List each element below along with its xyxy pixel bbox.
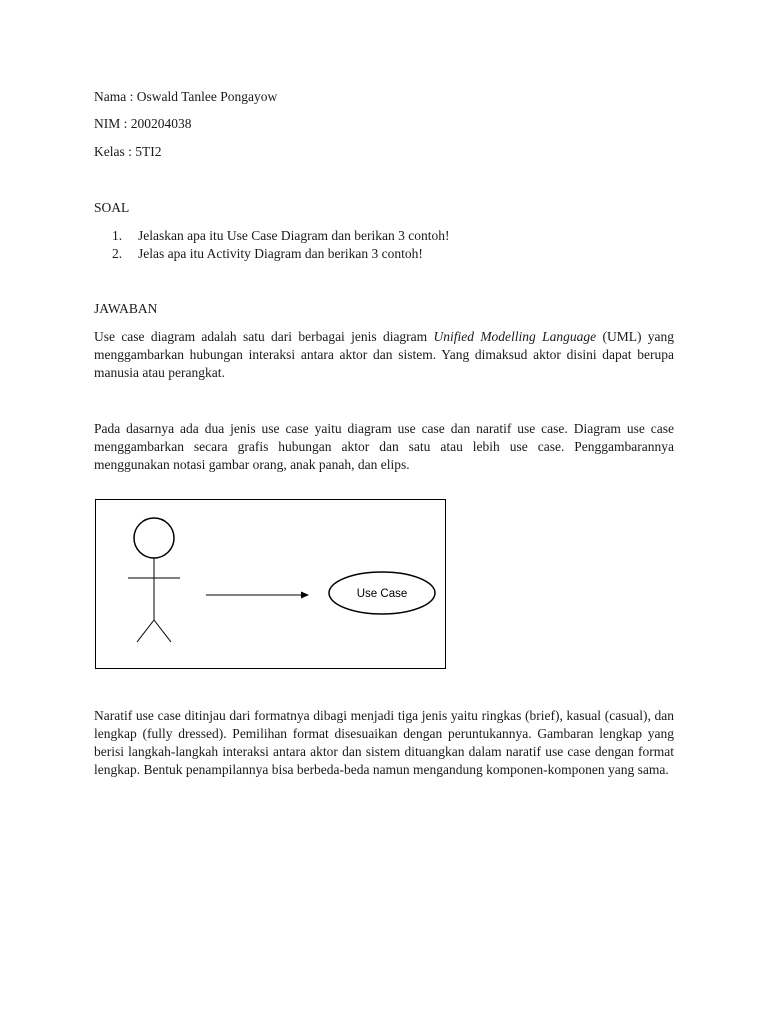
answer-paragraph-3: Naratif use case ditinjau dari formatnya dibagi menjadi tiga jenis yaitu ringkas (brief), kasual (casual), dan lengkap (fully dressed). Pemilihan format disesuaikan dengan peruntukannya. Gambaran lengkap yang berisi langkah-langkah interaksi antara aktor dan sistem dituangkan dalam naratif use case dengan format lengkap. Bentuk penampilannya bisa berbeda-beda namun mengandung komponen-komponen yang sama. bbox=[94, 708, 674, 777]
question-number: 1. bbox=[112, 228, 123, 243]
paragraph-italic-text: Unified Modelling Language bbox=[433, 329, 597, 344]
question-text: Jelas apa itu Activity Diagram dan berikan 3 contoh! bbox=[138, 246, 423, 261]
actor-head bbox=[134, 518, 174, 558]
answer-paragraph-2: Pada dasarnya ada dua jenis use case yaitu diagram use case dan naratif use case. Diagram use case menggambarkan secara grafis hubungan aktor dan satu atau lebih use case. Penggambarannya menggunakan notasi gambar orang, anak panah, dan elips. bbox=[94, 421, 674, 472]
question-item bbox=[112, 245, 450, 263]
answer-paragraph-1 bbox=[94, 328, 674, 382]
arrow-head-icon bbox=[301, 592, 309, 599]
student-class: Kelas : 5TI2 bbox=[94, 144, 162, 159]
student-nim: NIM : 200204038 bbox=[94, 116, 192, 131]
student-name: Nama : Oswald Tanlee Pongayow bbox=[94, 89, 278, 104]
question-item bbox=[112, 227, 450, 245]
question-list bbox=[112, 227, 450, 263]
paragraph-text: (UML) yang menggambarkan hubungan interaksi antara aktor dan sistem. Yang dimaksud aktor disini dapat berupa manusia atau perangkat. bbox=[94, 329, 674, 380]
use-case-diagram-drawing bbox=[96, 500, 444, 667]
soal-heading: SOAL bbox=[94, 200, 130, 215]
actor-right-leg bbox=[154, 620, 171, 642]
question-text: Jelaskan apa itu Use Case Diagram dan berikan 3 contoh! bbox=[138, 228, 450, 243]
paragraph-text: Use case diagram adalah satu dari berbagai jenis diagram bbox=[94, 329, 434, 344]
question-number: 2. bbox=[112, 246, 123, 261]
use-case-diagram bbox=[95, 499, 446, 669]
actor-left-leg bbox=[137, 620, 154, 642]
use-case-label: Use Case bbox=[356, 588, 408, 600]
jawaban-heading: JAWABAN bbox=[94, 301, 158, 316]
